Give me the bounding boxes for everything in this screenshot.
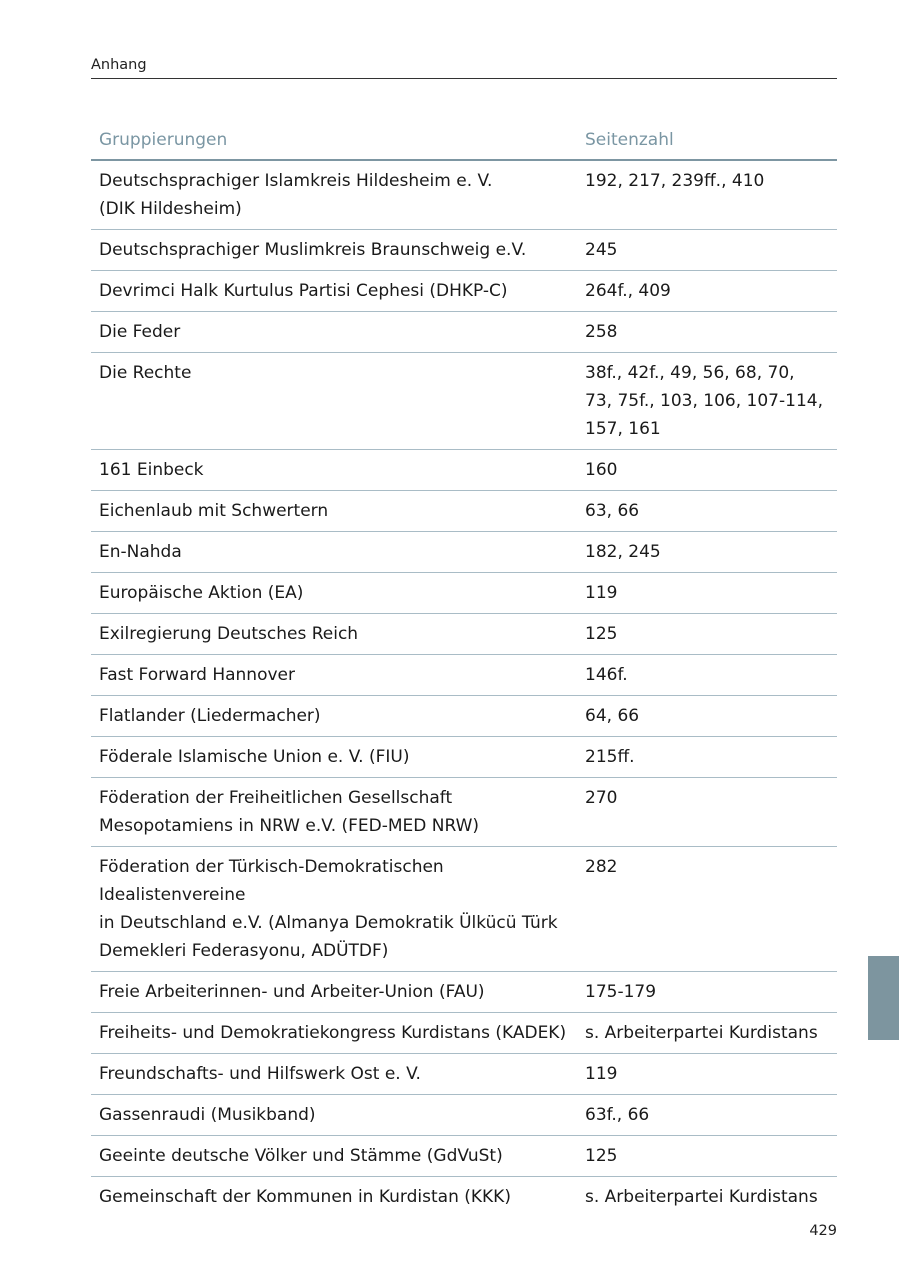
- page-numbers-cell: 175-179: [577, 972, 837, 1013]
- group-name-cell: Eichenlaub mit Schwertern: [91, 491, 577, 532]
- page-numbers-cell: 215ff.: [577, 737, 837, 778]
- page-numbers-cell: 245: [577, 230, 837, 271]
- group-name-cell: Europäische Aktion (EA): [91, 573, 577, 614]
- running-title: Anhang: [91, 57, 147, 73]
- page-numbers-cell: 125: [577, 614, 837, 655]
- table-row: [91, 491, 837, 532]
- column-header-groups: Gruppierungen: [91, 121, 577, 160]
- table-row: [91, 655, 837, 696]
- page-numbers-cell: 182, 245: [577, 532, 837, 573]
- group-name-cell: Die Feder: [91, 312, 577, 353]
- group-name-cell: Föderale Islamische Union e. V. (FIU): [91, 737, 577, 778]
- table-row: [91, 696, 837, 737]
- table-header-row: [91, 121, 837, 160]
- table-row: [91, 1136, 837, 1177]
- table-row: [91, 614, 837, 655]
- group-name-cell: Deutschsprachiger Muslimkreis Braunschweig e.V.: [91, 230, 577, 271]
- page-numbers-cell: 192, 217, 239ff., 410: [577, 160, 837, 230]
- page-numbers-cell: 38f., 42f., 49, 56, 68, 70, 73, 75f., 103, 106, 107-114, 157, 161: [577, 353, 837, 450]
- table-row: [91, 573, 837, 614]
- group-name-cell: Freiheits- und Demokratiekongress Kurdistans (KADEK): [91, 1013, 577, 1054]
- page-numbers-cell: 64, 66: [577, 696, 837, 737]
- index-table: [91, 121, 837, 1217]
- page-number: 429: [809, 1223, 837, 1239]
- table-row: [91, 1095, 837, 1136]
- group-name-cell: Fast Forward Hannover: [91, 655, 577, 696]
- group-name-cell: Freundschafts- und Hilfswerk Ost e. V.: [91, 1054, 577, 1095]
- page-numbers-cell: 264f., 409: [577, 271, 837, 312]
- table-body: [91, 160, 837, 1217]
- table-row: [91, 1013, 837, 1054]
- group-name-cell: Föderation der Türkisch-Demokratischen Idealistenvereine in Deutschland e.V. (Almanya Demokratik Ülkücü Türk Demekleri Federasyonu, ADÜTDF): [91, 847, 577, 972]
- group-name-cell: Freie Arbeiterinnen- und Arbeiter-Union (FAU): [91, 972, 577, 1013]
- page-numbers-cell: 146f.: [577, 655, 837, 696]
- page-numbers-cell: 125: [577, 1136, 837, 1177]
- table-row: [91, 847, 837, 972]
- table-row: [91, 972, 837, 1013]
- page-numbers-cell: 270: [577, 778, 837, 847]
- table-row: [91, 312, 837, 353]
- group-name-cell: Devrimci Halk Kurtulus Partisi Cephesi (DHKP-C): [91, 271, 577, 312]
- column-header-pages: Seitenzahl: [577, 121, 837, 160]
- page-numbers-cell: s. Arbeiterpartei Kurdistans: [585, 1187, 818, 1207]
- page-numbers-cell: 160: [577, 450, 837, 491]
- chapter-thumb-tab: [868, 956, 899, 1040]
- page-numbers-cell: s. Arbeiterpartei Kurdistans: [577, 1013, 837, 1054]
- page-numbers-cell: 282: [577, 847, 837, 972]
- table-row: [91, 353, 837, 450]
- page-numbers-cell: 63, 66: [577, 491, 837, 532]
- group-name-cell: Deutschsprachiger Islamkreis Hildesheim e. V. (DIK Hildesheim): [91, 160, 577, 230]
- table-row: [91, 737, 837, 778]
- page-numbers-cell: 119: [577, 1054, 837, 1095]
- group-name-cell: En-Nahda: [91, 532, 577, 573]
- group-name-cell: Flatlander (Liedermacher): [91, 696, 577, 737]
- table-row: [91, 160, 837, 230]
- table-row: [91, 450, 837, 491]
- page-numbers-cell: 119: [577, 573, 837, 614]
- group-name-cell: Gassenraudi (Musikband): [91, 1095, 577, 1136]
- table-row: [91, 271, 837, 312]
- group-name-cell: 161 Einbeck: [91, 450, 577, 491]
- group-name-cell: Föderation der Freiheitlichen Gesellschaft Mesopotamiens in NRW e.V. (FED-MED NRW): [91, 778, 577, 847]
- table-row: [91, 1054, 837, 1095]
- table-row: [91, 230, 837, 271]
- table-row: [91, 1177, 837, 1218]
- group-name-cell: Geeinte deutsche Völker und Stämme (GdVuSt): [91, 1136, 577, 1177]
- running-head: [91, 57, 837, 79]
- group-name-cell: Exilregierung Deutsches Reich: [91, 614, 577, 655]
- table-row: [91, 778, 837, 847]
- group-name-cell: Gemeinschaft der Kommunen in Kurdistan (KKK): [99, 1187, 511, 1207]
- group-name-cell: Die Rechte: [91, 353, 577, 450]
- table-row: [91, 532, 837, 573]
- page-numbers-cell: 63f., 66: [577, 1095, 837, 1136]
- page-numbers-cell: 258: [577, 312, 837, 353]
